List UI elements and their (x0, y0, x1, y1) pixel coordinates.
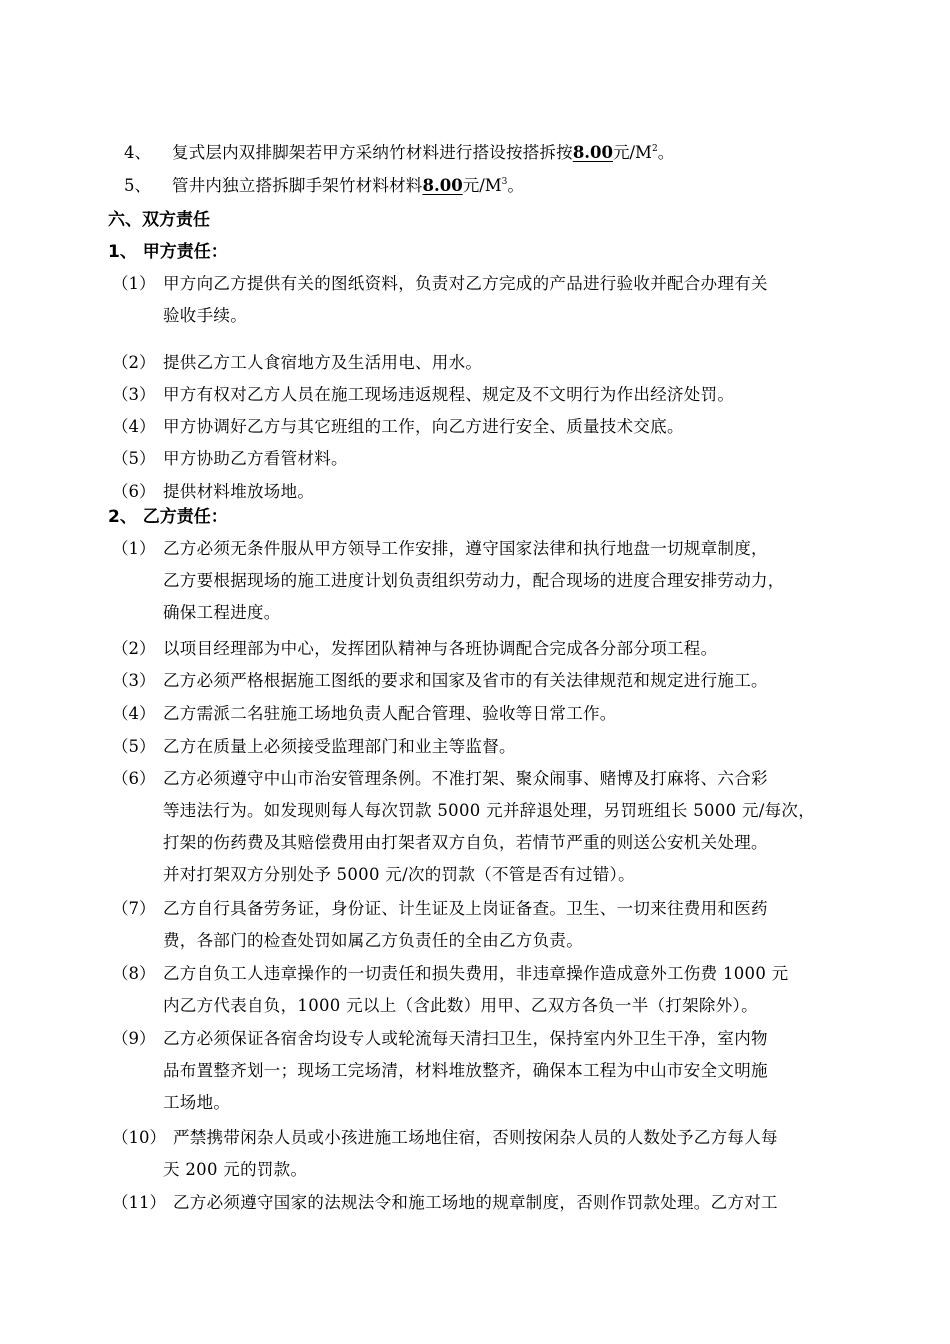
item-text-line: 乙方必须遵守中山市治安管理条例。不准打架、聚众闹事、赌博及打麻将、六合彩 (163, 769, 768, 788)
party-b-title: 2、 乙方责任： (108, 507, 228, 527)
item-text-line: 甲方有权对乙方人员在施工现场违返规程、规定及不文明行为作出经济处罚。 (163, 385, 735, 404)
item-text-line: 甲方协调好乙方与其它班组的工作，向乙方进行安全、质量技术交底。 (163, 417, 684, 436)
item-number: （7） (112, 899, 156, 918)
price-value: 8.00 (422, 176, 463, 195)
item-text-line: 乙方必须严格根据施工图纸的要求和国家及省市的有关法律规范和规定进行施工。 (163, 671, 768, 690)
item-text-line: 内乙方代表自负，1000 元以上（含此数）用甲、乙双方各负一半（打架除外）。 (163, 996, 758, 1015)
item-text-line: 费，各部门的检查处罚如属乙方负责任的全由乙方负责。 (163, 931, 583, 950)
party-a-title: 1、 甲方责任： (108, 242, 228, 262)
item-number: （3） (112, 671, 156, 690)
item-number: （5） (112, 737, 156, 756)
item-number: （4） (112, 704, 156, 723)
item-text-line: 品布置整齐划一；现场工完场清，材料堆放整齐，确保本工程为中山市安全文明施 (163, 1061, 768, 1080)
item-number: （1） (112, 539, 156, 558)
item-number: （5） (112, 449, 156, 468)
item-number: （2） (112, 639, 156, 658)
item-number: （6） (112, 769, 156, 788)
item-number: （2） (112, 353, 156, 372)
item-number: （1） (112, 274, 156, 293)
item-text-line: 乙方必须无条件服从甲方领导工作安排，遵守国家法律和执行地盘一切规章制度， (163, 539, 768, 558)
item-text-line: 等违法行为。如发现则每人每次罚款 5000 元并辞退处理，另罚班组长 5000 元/每次， (163, 801, 816, 820)
item-text-line: 确保工程进度。 (163, 603, 281, 622)
price-unit: 元/M (462, 176, 502, 195)
section-title: 六、双方责任 (108, 210, 210, 230)
unit-superscript: 2 (651, 144, 658, 154)
item-text-line: 提供材料堆放场地。 (163, 482, 315, 501)
item-text-line: 乙方自行具备劳务证，身份证、计生证及上岗证备查。卫生、一切来往费用和医药 (163, 899, 768, 918)
item-number: 4、 (124, 143, 151, 162)
item-text-line: 提供乙方工人食宿地方及生活用电、用水。 (163, 353, 483, 372)
item-number: （10） (112, 1128, 166, 1147)
item-text: 管井内独立搭拆脚手架竹材料材料 (172, 176, 423, 195)
item-text-line: 打架的伤药费及其赔偿费用由打架者双方自负，若情节严重的则送公安机关处理。 (163, 833, 768, 852)
item-text-line: 乙方必须遵守国家的法规法令和施工场地的规章制度，否则作罚款处理。乙方对工 (173, 1193, 778, 1212)
item-tail: 。 (657, 143, 675, 162)
price-unit: 元/M (613, 143, 652, 162)
item-number: （9） (112, 1029, 156, 1048)
item-text: 复式层内双排脚架若甲方采纳竹材料进行搭设按搭拆按 (172, 143, 573, 162)
item-5 (124, 174, 524, 198)
item-text-line: 甲方向乙方提供有关的图纸资料，负责对乙方完成的产品进行验收并配合办理有关 (163, 274, 768, 293)
item-text-line: 天 200 元的罚款。 (163, 1160, 308, 1179)
item-text-line: 以项目经理部为中心，发挥团队精神与各班协调配合完成各分部分项工程。 (163, 639, 718, 658)
item-number: （4） (112, 417, 156, 436)
item-text-line: 并对打架双方分别处予 5000 元/次的罚款（不管是否有过错）。 (163, 865, 635, 884)
item-number: （11） (112, 1193, 166, 1212)
item-text-line: 甲方协助乙方看管材料。 (163, 449, 348, 468)
item-number: （6） (112, 482, 156, 501)
item-tail: 。 (507, 176, 524, 195)
item-text-line: 乙方在质量上必须接受监理部门和业主等监督。 (163, 737, 516, 756)
item-number: （3） (112, 385, 156, 404)
item-text-line: 乙方要根据现场的施工进度计划负责组织劳动力，配合现场的进度合理安排劳动力， (163, 571, 785, 590)
item-text-line: 乙方必须保证各宿舍均设专人或轮流每天清扫卫生，保持室内外卫生干净，室内物 (163, 1029, 768, 1048)
item-4 (124, 141, 674, 165)
item-number: 5、 (124, 176, 151, 195)
item-text-line: 验收手续。 (163, 306, 247, 325)
item-number: （8） (112, 964, 156, 983)
unit-superscript: 3 (501, 177, 508, 187)
price-value: 8.00 (572, 143, 613, 162)
item-text-line: 工场地。 (163, 1093, 231, 1112)
item-text-line: 乙方自负工人违章操作的一切责任和损失费用，非违章操作造成意外工伤费 1000 元 (163, 964, 789, 983)
item-text-line: 乙方需派二名驻施工场地负责人配合管理、验收等日常工作。 (163, 704, 617, 723)
item-text-line: 严禁携带闲杂人员或小孩进施工场地住宿，否则按闲杂人员的人数处予乙方每人每 (173, 1128, 778, 1147)
